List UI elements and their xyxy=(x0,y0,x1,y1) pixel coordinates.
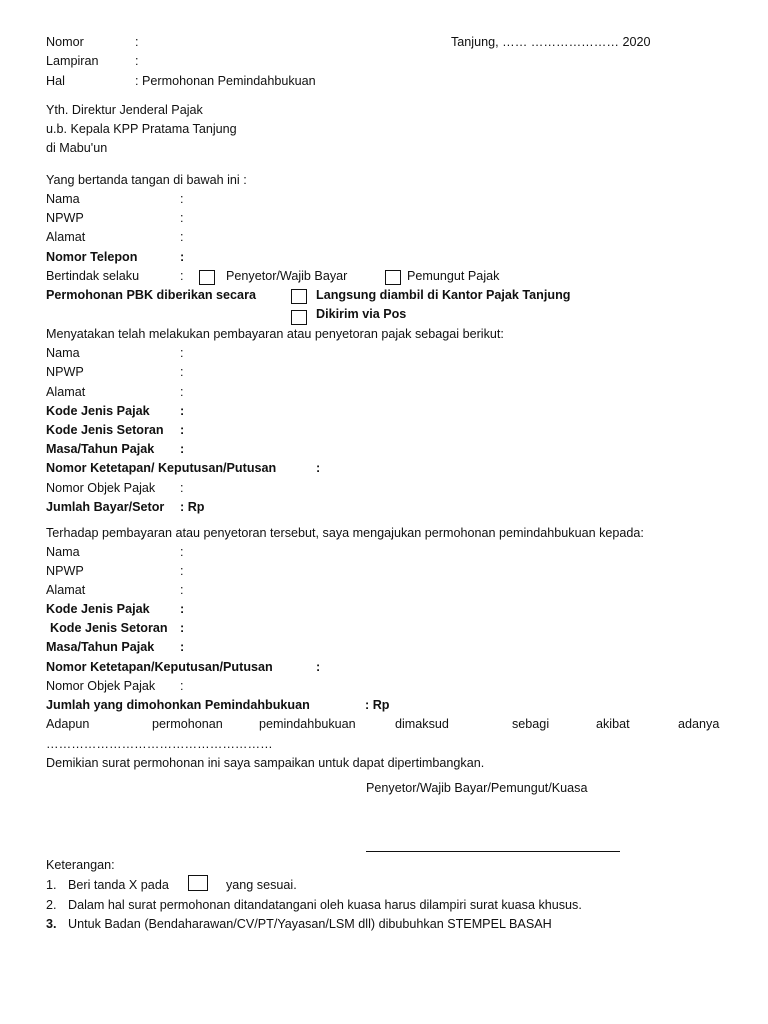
payment-jumlah-label: Jumlah Bayar/Setor xyxy=(46,500,165,514)
transfer-ketetapan-colon: : xyxy=(316,660,321,674)
place-date: Tanjung, …… ………………… 2020 xyxy=(451,35,651,49)
transfer-jumlah-rp: : Rp xyxy=(365,698,390,712)
transfer-kode-setoran-colon: : xyxy=(180,621,185,635)
note-3-text: Untuk Badan (Bendaharawan/CV/PT/Yayasan/LSM dll) dibubuhkan STEMPEL BASAH xyxy=(68,917,552,931)
payment-masa-label: Masa/Tahun Pajak xyxy=(46,442,155,456)
transfer-ketetapan-label: Nomor Ketetapan/Keputusan/Putusan xyxy=(46,660,273,674)
payment-kode-setoran-label: Kode Jenis Setoran xyxy=(46,423,164,437)
signature-line xyxy=(366,851,620,852)
hal-label: Hal xyxy=(46,74,65,88)
note-2-number: 2. xyxy=(46,898,57,912)
applicant-alamat-label: Alamat xyxy=(46,230,86,244)
payment-masa-colon: : xyxy=(180,442,185,456)
payment-npwp-colon: : xyxy=(180,365,184,379)
nomor-label: Nomor xyxy=(46,35,84,49)
transfer-intro: Terhadap pembayaran atau penyetoran tersebut, saya mengajukan permohonan pemindahbukuan kepada: xyxy=(46,526,644,540)
bertindak-label: Bertindak selaku xyxy=(46,269,140,283)
penyetor-option-label: Penyetor/Wajib Bayar xyxy=(226,269,348,283)
applicant-npwp-colon: : xyxy=(180,211,184,225)
penyetor-checkbox[interactable] xyxy=(199,270,215,285)
note-1-text-after: yang sesuai. xyxy=(226,878,297,892)
transfer-alamat-colon: : xyxy=(180,583,184,597)
lampiran-colon: : xyxy=(135,54,139,68)
reason-word-6: akibat xyxy=(596,717,630,731)
addressee-line-1: Yth. Direktur Jenderal Pajak xyxy=(46,103,203,117)
reason-word-3: pemindahbukuan xyxy=(259,717,356,731)
payment-objek-colon: : xyxy=(180,481,184,495)
transfer-alamat-label: Alamat xyxy=(46,583,86,597)
transfer-objek-label: Nomor Objek Pajak xyxy=(46,679,156,693)
nomor-colon: : xyxy=(135,35,139,49)
bertindak-colon: : xyxy=(180,269,184,283)
payment-jumlah-rp: : Rp xyxy=(180,500,205,514)
transfer-nama-colon: : xyxy=(180,545,184,559)
pemungut-checkbox[interactable] xyxy=(385,270,401,285)
note-3-number: 3. xyxy=(46,917,57,931)
payment-kode-pajak-colon: : xyxy=(180,404,185,418)
reason-word-7: adanya xyxy=(678,717,720,731)
payment-ketetapan-colon: : xyxy=(316,461,321,475)
signature-role: Penyetor/Wajib Bayar/Pemungut/Kuasa xyxy=(366,781,588,795)
payment-intro: Menyatakan telah melakukan pembayaran atau penyetoran pajak sebagai berikut: xyxy=(46,327,504,341)
pos-checkbox[interactable] xyxy=(291,310,307,325)
pbk-label: Permohonan PBK diberikan secara xyxy=(46,288,256,302)
transfer-objek-colon: : xyxy=(180,679,184,693)
addressee-line-3: di Mabu'un xyxy=(46,141,108,155)
applicant-intro: Yang bertanda tangan di bawah ini : xyxy=(46,173,247,187)
applicant-alamat-colon: : xyxy=(180,230,184,244)
lampiran-label: Lampiran xyxy=(46,54,99,68)
langsung-checkbox[interactable] xyxy=(291,289,307,304)
transfer-masa-label: Masa/Tahun Pajak xyxy=(46,640,155,654)
payment-kode-setoran-colon: : xyxy=(180,423,185,437)
payment-kode-pajak-label: Kode Jenis Pajak xyxy=(46,404,150,418)
payment-nama-label: Nama xyxy=(46,346,80,360)
note-1-number: 1. xyxy=(46,878,57,892)
applicant-nama-colon: : xyxy=(180,192,184,206)
payment-alamat-label: Alamat xyxy=(46,385,86,399)
pos-option-label: Dikirim via Pos xyxy=(316,307,407,321)
reason-word-5: sebagi xyxy=(512,717,550,731)
payment-ketetapan-label: Nomor Ketetapan/ Keputusan/Putusan xyxy=(46,461,277,475)
transfer-kode-setoran-label: Kode Jenis Setoran xyxy=(50,621,168,635)
applicant-npwp-label: NPWP xyxy=(46,211,84,225)
payment-nama-colon: : xyxy=(180,346,184,360)
payment-alamat-colon: : xyxy=(180,385,184,399)
pemungut-option-label: Pemungut Pajak xyxy=(407,269,500,283)
payment-objek-label: Nomor Objek Pajak xyxy=(46,481,156,495)
payment-npwp-label: NPWP xyxy=(46,365,84,379)
transfer-jumlah-label: Jumlah yang dimohonkan Pemindahbukuan xyxy=(46,698,310,712)
transfer-npwp-colon: : xyxy=(180,564,184,578)
notes-title: Keterangan: xyxy=(46,858,115,872)
applicant-telepon-colon: : xyxy=(180,250,185,264)
reason-word-4: dimaksud xyxy=(395,717,449,731)
transfer-nama-label: Nama xyxy=(46,545,80,559)
note-checkbox-sample xyxy=(188,875,208,891)
transfer-kode-pajak-colon: : xyxy=(180,602,185,616)
reason-word-2: permohonan xyxy=(152,717,223,731)
applicant-telepon-label: Nomor Telepon xyxy=(46,250,138,264)
transfer-npwp-label: NPWP xyxy=(46,564,84,578)
hal-value: : Permohonan Pemindahbukuan xyxy=(135,74,316,88)
note-1-text-before: Beri tanda X pada xyxy=(68,878,169,892)
closing-text: Demikian surat permohonan ini saya sampaikan untuk dapat dipertimbangkan. xyxy=(46,756,485,770)
transfer-masa-colon: : xyxy=(180,640,185,654)
applicant-nama-label: Nama xyxy=(46,192,80,206)
langsung-option-label: Langsung diambil di Kantor Pajak Tanjung xyxy=(316,288,571,302)
addressee-line-2: u.b. Kepala KPP Pratama Tanjung xyxy=(46,122,237,136)
note-2-text: Dalam hal surat permohonan ditandatangani oleh kuasa harus dilampiri surat kuasa khusus. xyxy=(68,898,582,912)
reason-dots: ……………………………………………… xyxy=(46,737,273,751)
reason-word-1: Adapun xyxy=(46,717,90,731)
transfer-kode-pajak-label: Kode Jenis Pajak xyxy=(46,602,150,616)
